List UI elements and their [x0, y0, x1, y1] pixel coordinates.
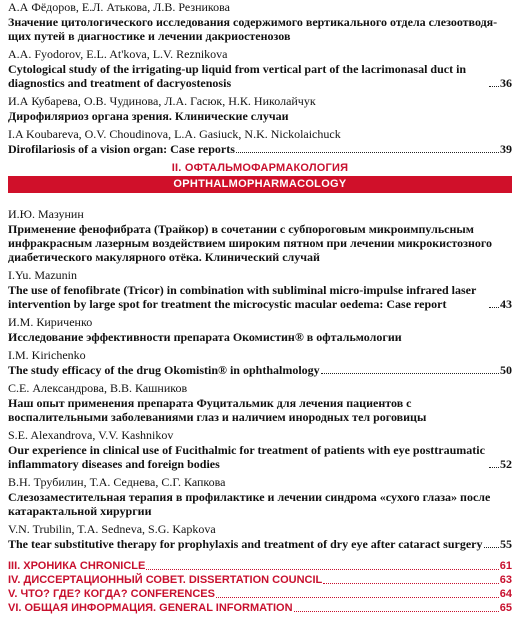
toc-entry[interactable]	[8, 381, 512, 424]
entry-title: Значение цитологического исследования содержимого вертикального отдела слезоотводящих путей в диагностике и лечении дакриостенозов	[8, 15, 498, 43]
page-number: 36	[500, 76, 512, 90]
entry-title-row	[8, 283, 512, 311]
section-label: IV. ДИССЕРТАЦИОННЫЙ СОВЕТ. DISSERTATION COUNCIL	[8, 574, 323, 586]
toc-entry[interactable]	[8, 47, 512, 90]
entry-authors: И.М. Кириченко	[8, 315, 93, 329]
page-number: 65	[499, 602, 512, 614]
entry-title-row	[8, 363, 512, 377]
page-number: 43	[500, 297, 512, 311]
toc-entry[interactable]	[8, 475, 512, 518]
page-number: 52	[500, 457, 512, 471]
entry-title: Our experience in clinical use of Fucithalmic for treatment of patients with eye posttraumatic inflammatory diseases and foreign bodies	[8, 443, 485, 471]
entry-title: Dirofilariosis of a vision organ: Case reports	[8, 142, 235, 156]
entry-authors: А.А Фёдоров, Е.Л. Атькова, Л.В. Резникова	[8, 0, 230, 14]
entry-title: Слезозаместительная терапия в профилактике и лечении синдрома «сухого глаза» после катарактальной хирургии	[8, 490, 491, 518]
page-number: 63	[499, 574, 512, 586]
dot-leader	[146, 569, 498, 570]
toc-entry[interactable]	[8, 127, 512, 156]
page-number: 50	[500, 363, 512, 377]
toc-sections-bottom	[8, 559, 512, 615]
entry-title-row	[8, 62, 512, 90]
toc-section-line[interactable]	[8, 601, 512, 615]
page-number: 64	[499, 588, 512, 600]
entry-authors: V.N. Trubilin, T.A. Sedneva, S.G. Kapkova	[8, 522, 216, 536]
entry-authors: С.Е. Александрова, В.В. Кашников	[8, 381, 188, 395]
entry-title-row	[8, 537, 512, 551]
entry-authors: I.M. Kirichenko	[8, 348, 86, 362]
entry-authors: В.Н. Трубилин, Т.А. Седнева, С.Г. Капкова	[8, 475, 226, 489]
toc-section-line[interactable]	[8, 573, 512, 587]
section-heading-en-band: OPHTHALMOPHARMACOLOGY	[8, 176, 512, 193]
entry-title: Наш опыт применения препарата Фуцитальмик для лечения пациентов с воспалительными заболеваниями глаз и наличием инородных тел роговицы	[8, 396, 427, 424]
dot-leader	[236, 152, 499, 153]
entry-title-row	[8, 142, 512, 156]
entry-title: The use of fenofibrate (Tricor) in combination with subliminal micro-impulse infrared laser intervention by large spot for treatment the microcystic macular oedema: Case report	[8, 283, 477, 311]
entry-authors: I.A Koubareva, O.V. Choudinova, L.A. Gasiuck, N.K. Nickolaichuck	[8, 127, 341, 141]
page-number: 39	[500, 142, 512, 156]
toc-section-line[interactable]	[8, 587, 512, 601]
dot-leader	[321, 373, 499, 374]
toc-entry[interactable]	[8, 428, 512, 471]
entry-title: The study efficacy of the drug Okomistin® in ophthalmology	[8, 363, 320, 377]
toc-entry[interactable]	[8, 0, 512, 43]
entry-authors: A.A. Fyodorov, E.L. At'kova, L.V. Reznikova	[8, 47, 228, 61]
entry-title-row	[8, 443, 512, 471]
entry-title: Дирофиляриоз органа зрения. Клинические случаи	[8, 109, 289, 123]
dot-leader	[489, 467, 499, 468]
toc-entries-main	[8, 207, 512, 551]
entry-authors: И.А Кубарева, О.В. Чудинова, Л.А. Гасюк, Н.К. Николайчук	[8, 94, 316, 108]
entry-title: Применение фенофибрата (Трайкор) в сочетании с субпороговым микроимпульсным инфракрасным лазерным воздействием широким пятном при лечении микрокистозного диабетического макулярного отёка. Клинический случай	[8, 222, 493, 264]
entry-authors: И.Ю. Мазунин	[8, 207, 84, 221]
toc-entry[interactable]	[8, 94, 512, 123]
page-number: 55	[500, 537, 512, 551]
dot-leader	[489, 86, 499, 87]
toc-entry[interactable]	[8, 348, 512, 377]
page-number: 61	[499, 560, 512, 572]
entry-title: Cytological study of the irrigating-up liquid from vertical part of the lacrimonasal duct in diagnostics and treatment of dacryostenosis	[8, 62, 467, 90]
entry-authors: I.Yu. Mazunin	[8, 268, 77, 282]
dot-leader	[489, 307, 499, 308]
section-label: III. ХРОНИКА CHRONICLE	[8, 560, 146, 572]
section-label: VI. ОБЩАЯ ИНФОРМАЦИЯ. GENERAL INFORMATION	[8, 602, 293, 614]
toc-entry[interactable]	[8, 315, 512, 344]
dot-leader	[323, 583, 498, 584]
entry-title: Исследование эффективности препарата Окомистин® в офтальмологии	[8, 330, 402, 344]
entry-authors: S.E. Alexandrova, V.V. Kashnikov	[8, 428, 174, 442]
section-heading-ru: II. ОФТАЛЬМОФАРМАКОЛОГИЯ	[171, 162, 349, 174]
table-of-contents	[8, 0, 512, 615]
dot-leader	[294, 611, 499, 612]
toc-entry[interactable]	[8, 268, 512, 311]
dot-leader	[484, 547, 500, 548]
toc-entry[interactable]	[8, 522, 512, 551]
dot-leader	[216, 597, 499, 598]
toc-entries-top	[8, 0, 512, 156]
toc-entry[interactable]	[8, 207, 512, 264]
toc-section-line[interactable]	[8, 559, 512, 573]
entry-title: The tear substitutive therapy for prophylaxis and treatment of dry eye after cataract surgery	[8, 537, 483, 551]
section-label: V. ЧТО? ГДЕ? КОГДА? CONFERENCES	[8, 588, 215, 600]
